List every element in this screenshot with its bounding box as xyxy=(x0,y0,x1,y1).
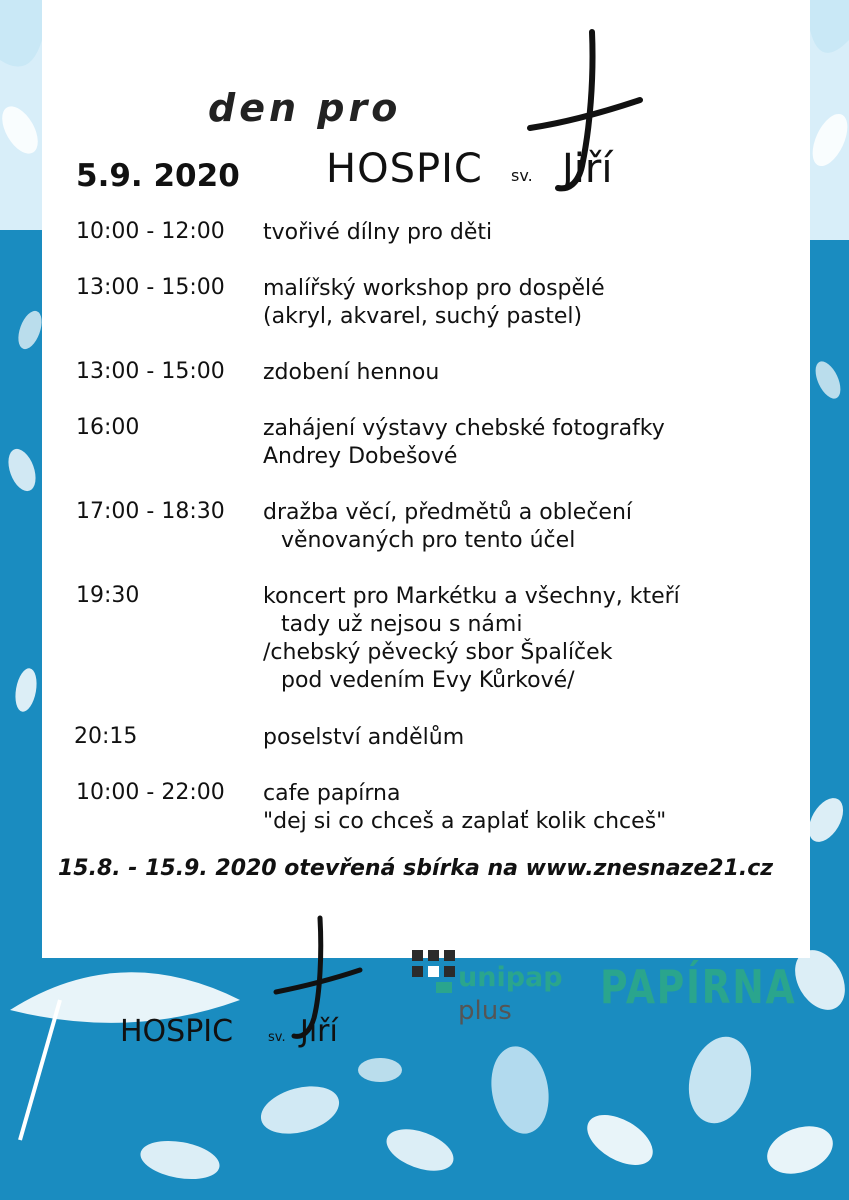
schedule-activity: dražba věcí, předmětů a oblečení věnovaných pro tento účel xyxy=(263,500,633,553)
logo-sv: sv. xyxy=(268,1030,286,1045)
title-den-pro: den pro xyxy=(208,86,402,130)
schedule-activity: koncert pro Markétku a všechny, kteří tady už nejsou s námi /chebský pěvecký sbor Špalíček pod vedením Evy Kůrkové/ xyxy=(263,584,680,693)
schedule-time: 19:30 xyxy=(76,583,140,608)
schedule-activity: zahájení výstavy chebské fotografky Andrey Dobešové xyxy=(263,416,665,469)
schedule-time: 13:00 - 15:00 xyxy=(76,359,225,384)
schedule-activity: malířský workshop pro dospělé (akryl, akvarel, suchý pastel) xyxy=(263,276,605,329)
title-sv: sv. xyxy=(511,166,533,185)
logo-papirna: PAPÍRNA xyxy=(600,960,797,1014)
logo-hospic: HOSPIC xyxy=(120,1014,234,1049)
schedule-time: 10:00 - 12:00 xyxy=(76,219,225,244)
title-jiri: Jiří xyxy=(562,146,613,192)
schedule-time: 17:00 - 18:30 xyxy=(76,499,225,524)
title-hospic: HOSPIC xyxy=(326,146,483,192)
logo-plus: plus xyxy=(458,996,512,1026)
event-date: 5.9. 2020 xyxy=(76,158,240,194)
logo-unipap: unipap xyxy=(458,962,563,993)
schedule-activity: poselství andělům xyxy=(263,725,465,750)
schedule-time: 13:00 - 15:00 xyxy=(76,275,225,300)
collection-footer: 15.8. - 15.9. 2020 otevřená sbírka na www.znesnaze21.cz xyxy=(58,856,774,881)
schedule-activity: tvořivé dílny pro děti xyxy=(263,220,493,245)
schedule-time: 16:00 xyxy=(76,415,140,440)
schedule-activity: zdobení hennou xyxy=(263,360,440,385)
schedule-time: 10:00 - 22:00 xyxy=(76,780,225,805)
logo-jiri: Jiří xyxy=(300,1014,338,1049)
schedule-time: 20:15 xyxy=(74,724,138,749)
schedule-activity: cafe papírna "dej si co chceš a zaplať kolik chceš" xyxy=(263,781,667,834)
